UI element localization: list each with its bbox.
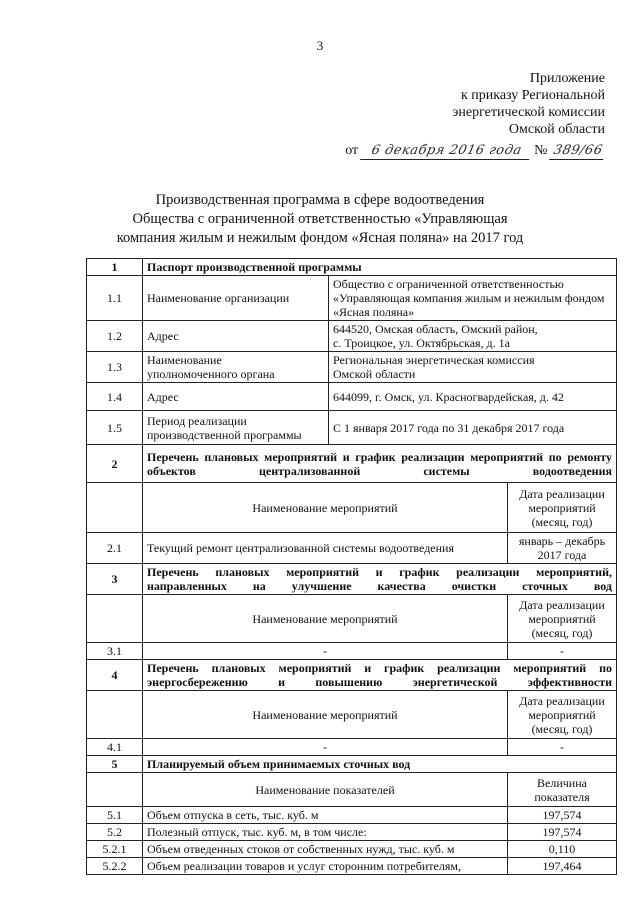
section-title: Планируемый объем принимаемых сточных вод	[143, 756, 617, 773]
section-title: Перечень плановых мероприятий и график реализации мероприятий по ремонту объектов централизованной системы водоотведения	[143, 445, 617, 483]
row-value: Общество с ограниченной ответственностью «Управляющая компания жилым и нежилым фондом «Ясная поляна»	[329, 276, 617, 321]
appendix-line: Омской области	[508, 122, 605, 137]
row-value-line: Региональная энергетическая комиссия	[333, 353, 535, 367]
column-header-name: Наименование мероприятий	[143, 595, 508, 643]
section-title: Перечень плановых мероприятий и график реализации мероприятий, направленных на улучшение качества очистки сточных вод	[143, 564, 617, 595]
header-line: мероприятий	[528, 611, 596, 626]
table-row	[87, 383, 617, 411]
table-row	[87, 841, 617, 858]
row-number: 5.2	[87, 824, 143, 841]
row-label	[143, 352, 329, 383]
row-value-line: Омской области	[333, 367, 416, 381]
section-title: Паспорт производственной программы	[143, 259, 617, 276]
table-row	[87, 321, 617, 352]
row-value: 644099, г. Омск, ул. Красногвардейская, д. 42	[329, 383, 617, 411]
header-line: мероприятий	[528, 500, 596, 515]
row-name: -	[143, 739, 508, 756]
row-number: 5.1	[87, 807, 143, 824]
row-value: 197,574	[508, 807, 617, 824]
row-name: Текущий ремонт централизованной системы водоотведения	[143, 533, 508, 564]
row-number: 2.1	[87, 533, 143, 564]
title-line: Производственная программа в сфере водоотведения	[155, 192, 485, 208]
header-line: показателя	[534, 789, 590, 804]
row-name: Объем отпуска в сеть, тыс. куб. м	[143, 807, 508, 824]
title-line: Общества с ограниченной ответственностью «Управляющая	[132, 211, 508, 227]
row-value	[329, 321, 617, 352]
row-number: 5.2.2	[87, 858, 143, 875]
row-value	[329, 352, 617, 383]
row-number: 1.4	[87, 383, 143, 411]
section-title: Перечень плановых мероприятий и график реализации мероприятий по энергосбережению и повышению энергетической эффективности	[143, 660, 617, 691]
empty-cell	[87, 691, 143, 739]
header-line: (месяц, год)	[531, 721, 593, 736]
row-number: 1.3	[87, 352, 143, 383]
column-header-row	[87, 483, 617, 533]
row-value-line: с. Троицкое, ул. Октябрьская, д. 1а	[333, 336, 510, 350]
row-label: Адрес	[143, 321, 329, 352]
handwritten-date: 6 декабря 2016 года	[360, 142, 533, 160]
section-header-row	[87, 564, 617, 595]
header-line: (месяц, год)	[531, 625, 593, 640]
column-header-date	[508, 483, 617, 533]
header-line: мероприятий	[528, 707, 596, 722]
table-row	[87, 858, 617, 875]
header-line: Величина	[537, 775, 587, 790]
section-header-row	[87, 756, 617, 773]
page-number: 3	[316, 38, 324, 53]
row-name: -	[143, 643, 508, 660]
header-line: Дата реализации	[519, 597, 605, 612]
row-label	[143, 411, 329, 445]
section-header-row	[87, 445, 617, 483]
row-name: Объем отведенных стоков от собственных нужд, тыс. куб. м	[143, 841, 508, 858]
program-table	[86, 258, 617, 875]
section-number: 1	[87, 259, 143, 276]
section-number: 3	[87, 564, 143, 595]
document-title	[0, 191, 640, 248]
row-label: Наименование организации	[143, 276, 329, 321]
row-number: 3.1	[87, 643, 143, 660]
row-label-line: производственной программы	[147, 427, 302, 442]
appendix-line: энергетической комиссии	[452, 105, 605, 120]
section-number: 5	[87, 756, 143, 773]
row-number: 1.5	[87, 411, 143, 445]
empty-cell	[87, 595, 143, 643]
empty-cell	[87, 483, 143, 533]
row-number: 1.2	[87, 321, 143, 352]
table-row	[87, 411, 617, 445]
column-header-name: Наименование мероприятий	[143, 691, 508, 739]
row-value-line: 644520, Омская область, Омский район,	[333, 322, 538, 336]
table-row	[87, 276, 617, 321]
row-date: -	[508, 739, 617, 756]
row-value: 197,574	[508, 824, 617, 841]
row-number: 4.1	[87, 739, 143, 756]
row-number: 5.2.1	[87, 841, 143, 858]
row-label-line: уполномоченного органа	[147, 367, 275, 381]
column-header-value	[508, 773, 617, 807]
section-number: 4	[87, 660, 143, 691]
empty-cell	[87, 773, 143, 807]
column-header-row	[87, 691, 617, 739]
row-value: 0,110	[508, 841, 617, 858]
row-date-line: январь – декабрь	[518, 534, 606, 548]
section-number: 2	[87, 445, 143, 483]
row-number: 1.1	[87, 276, 143, 321]
header-line: (месяц, год)	[531, 514, 593, 529]
column-header-name: Наименование показателей	[143, 773, 508, 807]
title-line: компания жилым и нежилым фондом «Ясная поляна» на 2017 год	[116, 230, 524, 246]
header-line: Дата реализации	[519, 693, 605, 708]
order-reference	[345, 142, 605, 160]
handwritten-number: 389/66	[549, 142, 607, 160]
table-row	[87, 533, 617, 564]
number-label: №	[534, 143, 548, 158]
table-row	[87, 824, 617, 841]
row-name: Объем реализации товаров и услуг сторонним потребителям,	[143, 858, 508, 875]
column-header-date	[508, 595, 617, 643]
column-header-name: Наименование мероприятий	[143, 483, 508, 533]
section-header-row	[87, 259, 617, 276]
appendix-line: к приказу Региональной	[460, 88, 605, 103]
appendix-block	[345, 70, 605, 160]
row-label-line: Период реализации	[147, 413, 247, 428]
row-name: Полезный отпуск, тыс. куб. м, в том числе:	[143, 824, 508, 841]
row-date-line: 2017 года	[537, 548, 587, 562]
table-row	[87, 643, 617, 660]
row-date	[508, 533, 617, 564]
table-row	[87, 807, 617, 824]
row-label: Адрес	[143, 383, 329, 411]
column-header-row	[87, 595, 617, 643]
appendix-line: Приложение	[529, 71, 605, 86]
header-line: Дата реализации	[519, 486, 605, 501]
row-date: -	[508, 643, 617, 660]
table-row	[87, 352, 617, 383]
row-label-line: Наименование	[147, 353, 222, 367]
column-header-row	[87, 773, 617, 807]
column-header-date	[508, 691, 617, 739]
table-row	[87, 739, 617, 756]
from-prefix: от	[345, 143, 359, 158]
section-header-row	[87, 660, 617, 691]
row-value: С 1 января 2017 года по 31 декабря 2017 года	[329, 411, 617, 445]
row-value: 197,464	[508, 858, 617, 875]
